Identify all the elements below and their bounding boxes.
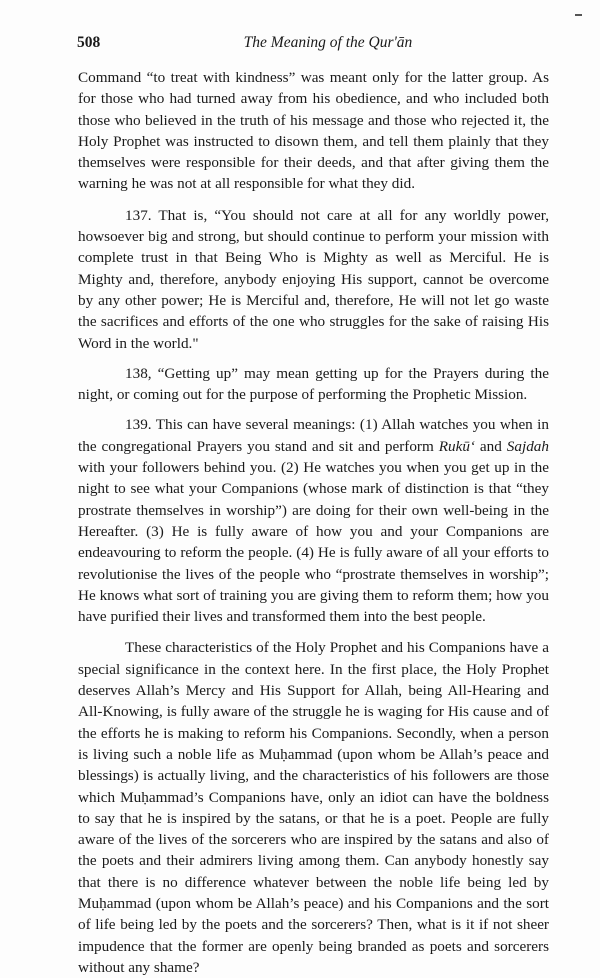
page-number: 508 <box>77 34 101 51</box>
footnote-137: 137. That is, “You should not care at all for any worldly power, howsoever big and strong, but should continue to perform your mission with complete trust in that Being Who is Mighty as well as Merciful. He is Mighty and, therefore, anybody enjoying His support, cannot be overcome by any other power; He is Merciful and, therefore, He will not let go waste the sacrifices and efforts of the one who struggles for the sake of raising His Word in the world." <box>78 206 549 352</box>
footnote-139-text-a: 139. This can have several meanings: (1) Allah watches you when in the congregational Prayers you stand and sit and perform <box>78 416 549 455</box>
footnote-139-text-b: and <box>474 437 507 455</box>
page-body <box>78 67 549 978</box>
term-ruku: Rukū‘ <box>438 437 475 455</box>
footnote-138: 138, “Getting up” may mean getting up for the Prayers during the night, or coming out for the purpose of performing the Prophetic Mission. <box>78 364 549 404</box>
footnote-139-text-c: with your followers behind you. (2) He watches you when you get up in the night to see what your Companions (whose mark of distinction is that “they prostrate themselves in worship”) are doing for their own well-being in the Hereafter. (3) He is fully aware of how you and your Companions are endeavouring to reform the people. (4) He is fully aware of all your efforts to revolutionise the lives of the people who “prostrate themselves in worship”; He knows what sort of training you are giving them to reform them; how you have purified their lives and transformed them into the best people. <box>78 459 549 626</box>
footnote-139 <box>78 414 549 627</box>
page-header <box>77 34 549 56</box>
scan-mark <box>575 14 582 16</box>
paragraph-continuation: Command “to treat with kindness” was meant only for the latter group. As for those who had turned away from his obedience, and who included both those who believed in the truth of his message and those who rejected it, the Holy Prophet was instructed to disown them, and tell them plainly that they themselves were responsible for their deeds, and that after giving them the warning he was not at all responsible for what they did. <box>78 69 549 193</box>
running-title: The Meaning of the Qur'ān <box>243 34 413 51</box>
paragraph-characteristics: These characteristics of the Holy Prophet and his Companions have a special significance in the context here. In the first place, the Holy Prophet deserves Allah’s Mercy and His Support for Allah, being All-Hearing and All-Knowing, is fully aware of the struggle he is waging for His cause and of the efforts he is making to reform his Companions. Secondly, when a person is living such a noble life as Muḥammad (upon whom be Allah’s peace and blessings) is actually living, and the characteristics of his followers are those which Muḥammad’s Companions have, only an idiot can have the boldness to say that he is inspired by the satans, or that he is a poet. People are fully aware of the lives of the sorcerers who are inspired by the satans and also of the poets and their admirers living among them. Can anybody honestly say that there is no difference whatever between the noble life being led by Muḥammad (upon whom be Allah’s peace) and his Companions and the sort of life being led by the poets and the sorcerers? Then, what is it if not sheer impudence that the former are openly being branded as poets and sorcerers without any shame? <box>78 639 549 976</box>
term-sajdah: Sajdah <box>506 437 549 455</box>
